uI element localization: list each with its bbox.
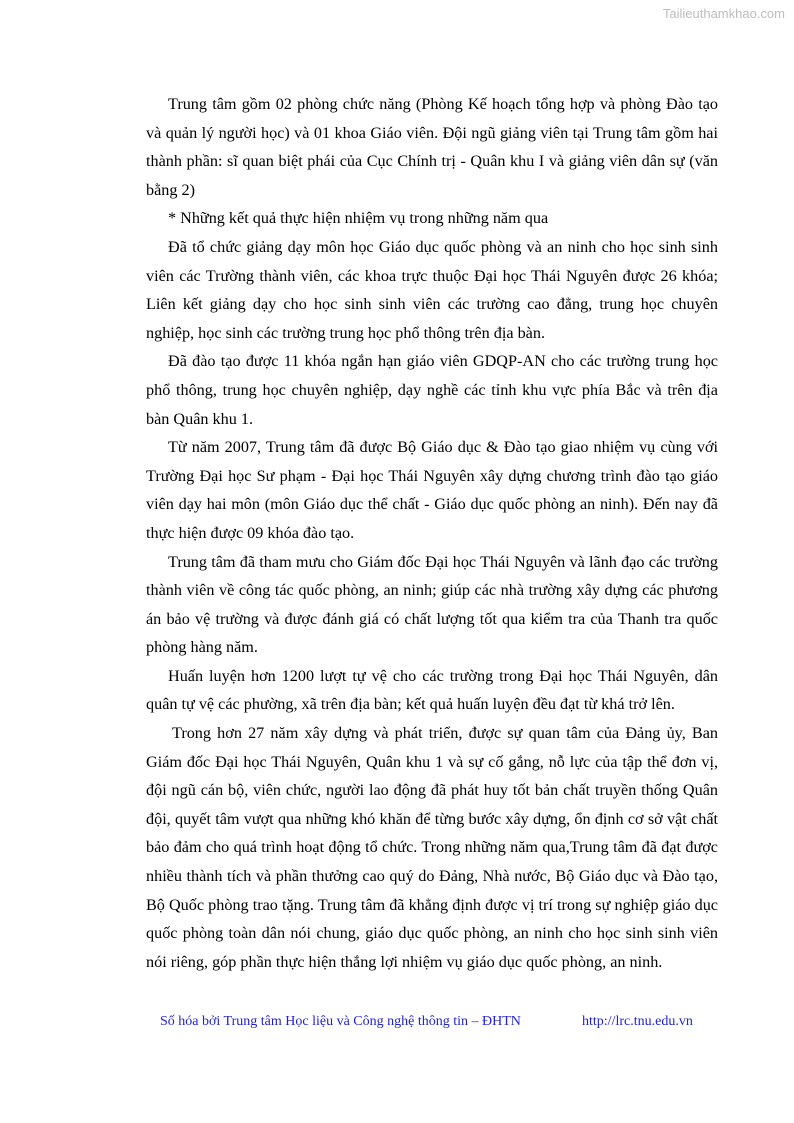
footer-credit: Số hóa bởi Trung tâm Học liệu và Công nghệ thông tin – ĐHTN xyxy=(160,1014,521,1029)
paragraph-teacher-program: Từ năm 2007, Trung tâm đã được Bộ Giáo dục & Đào tạo giao nhiệm vụ cùng với Trường Đại học Sư phạm - Đại học Thái Nguyên xây dựng chương trình đào tạo giáo viên dạy hai môn (môn Giáo dục thể chất - Giáo dục quốc phòng an ninh). Đến nay đã thực hiện được 09 khóa đào tạo. xyxy=(146,438,718,542)
footer-url-link[interactable]: http://lrc.tnu.edu.vn xyxy=(582,1014,693,1029)
paragraph-teaching: Đã tổ chức giảng dạy môn học Giáo dục quốc phòng và an ninh cho học sinh sinh viên các Trường thành viên, các khoa trực thuộc Đại học Thái Nguyên được 26 khóa; Liên kết giảng dạy cho học sinh sinh viên các trường cao đẳng, trung học chuyên nghiệp, học sinh các trường trung học phổ thông trên địa bàn. xyxy=(146,237,718,342)
paragraph-organization: Trung tâm gồm 02 phòng chức năng (Phòng Kế hoạch tổng hợp và phòng Đào tạo và quản lý người học) và 01 khoa Giáo viên. Đội ngũ giảng viên tại Trung tâm gồm hai thành phần: sĩ quan biệt phái của Cục Chính trị - Quân khu I và giảng viên dân sự (văn bằng 2) xyxy=(146,95,718,199)
paragraph-training-courses: Đã đào tạo được 11 khóa ngắn hạn giáo viên GDQP-AN cho các trường trung học phổ thông, trung học chuyên nghiệp, dạy nghề các tỉnh khu vực phía Bắc và trên địa bàn Quân khu 1. xyxy=(146,352,718,428)
paragraph-advisory: Trung tâm đã tham mưu cho Giám đốc Đại học Thái Nguyên và lãnh đạo các trường thành viên về công tác quốc phòng, an ninh; giúp các nhà trường xây dựng các phương án bảo vệ trường và được đánh giá có chất lượng tốt qua kiểm tra của Thanh tra quốc phòng hàng năm. xyxy=(146,552,718,657)
paragraph-militia-training: Huấn luyện hơn 1200 lượt tự vệ cho các trường trong Đại học Thái Nguyên, dân quân tự vệ các phường, xã trên địa bàn; kết quả huấn luyện đều đạt từ khá trở lên. xyxy=(146,666,718,714)
paragraph-results-heading: * Những kết quả thực hiện nhiệm vụ trong những năm qua xyxy=(168,209,549,228)
document-body xyxy=(146,90,718,976)
paragraph-achievements: Trong hơn 27 năm xây dựng và phát triển, được sự quan tâm của Đảng ủy, Ban Giám đốc Đại học Thái Nguyên, Quân khu 1 và sự cố gắng, nỗ lực của tập thể đơn vị, đội ngũ cán bộ, viên chức, người lao động đã phát huy tốt bản chất truyền thống Quân đội, quyết tâm vượt qua những khó khăn để từng bước xây dựng, ổn định cơ sở vật chất bảo đảm cho quá trình hoạt động tổ chức. Trong những năm qua,Trung tâm đã đạt được nhiều thành tích và phần thưởng cao quý do Đảng, Nhà nước, Bộ Giáo dục và Đào tạo, Bộ Quốc phòng trao tặng. Trung tâm đã khẳng định được vị trí trong sự nghiệp giáo dục quốc phòng toàn dân nói chung, giáo dục quốc phòng, an ninh cho học sinh sinh viên nói riêng, góp phần thực hiện thắng lợi nhiệm vụ giáo dục quốc phòng, an ninh. xyxy=(146,724,718,971)
watermark-text: Tailieuthamkhao.com xyxy=(662,6,785,21)
